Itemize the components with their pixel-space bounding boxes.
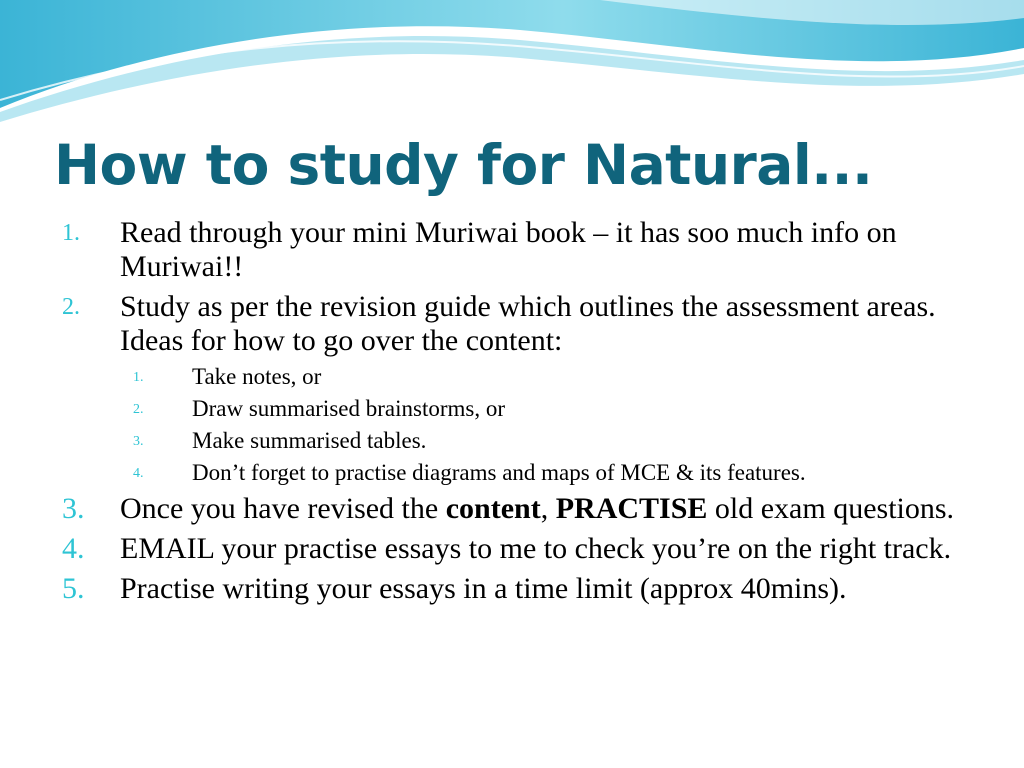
sub-list-number: 4. <box>133 466 144 481</box>
list-number: 4. <box>62 532 85 565</box>
header-wave-decoration <box>0 0 1024 130</box>
list-item-4 <box>0 532 1000 566</box>
slide-content <box>0 216 1000 612</box>
list-item-1 <box>0 216 1000 284</box>
list-item-5 <box>0 572 1000 606</box>
list-number: 1. <box>62 220 80 246</box>
sub-list-item-text: Take notes, or <box>192 364 322 389</box>
sub-list-item-2 <box>0 396 1000 422</box>
text-segment: Once you have revised the <box>120 492 446 525</box>
text-segment: , <box>540 492 556 525</box>
list-number: 5. <box>62 572 85 605</box>
list-item-text: EMAIL your practise essays to me to check you’re on the right track. <box>120 532 952 565</box>
list-item-text: Study as per the revision guide which outlines the assessment areas. Ideas for how to go over the content: <box>120 290 936 357</box>
list-item-text <box>120 492 954 525</box>
sub-list-item-text: Don’t forget to practise diagrams and maps of MCE & its features. <box>192 460 806 485</box>
sub-list-item-4 <box>0 460 1000 486</box>
list-number: 2. <box>62 294 80 320</box>
sub-list-number: 2. <box>133 402 144 417</box>
list-item-text: Read through your mini Muriwai book – it has soo much info on Muriwai!! <box>120 216 897 283</box>
sub-list-number: 1. <box>133 370 144 385</box>
slide-title: How to study for Natural... <box>54 133 873 197</box>
bold-practise: PRACTISE <box>555 492 708 525</box>
list-item-text: Practise writing your essays in a time limit (approx 40mins). <box>120 572 847 605</box>
list-item-3 <box>0 492 1000 526</box>
sub-list-item-text: Draw summarised brainstorms, or <box>192 396 505 421</box>
list-item-2 <box>0 290 1000 358</box>
sub-list-number: 3. <box>133 434 144 449</box>
list-number: 3. <box>62 492 85 525</box>
sub-list-item-3 <box>0 428 1000 454</box>
sub-list-item-text: Make summarised tables. <box>192 428 427 453</box>
sub-list-item-1 <box>0 364 1000 390</box>
bold-content: content <box>445 492 541 525</box>
text-segment: old exam questions. <box>707 492 955 525</box>
sub-list <box>0 364 1000 486</box>
